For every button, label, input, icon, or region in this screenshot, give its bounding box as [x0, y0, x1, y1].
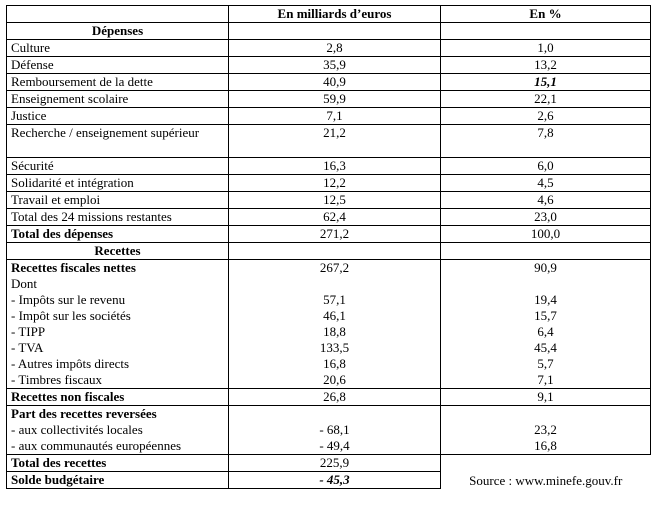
- row-label: Défense: [7, 57, 229, 74]
- table-row: [7, 125, 651, 158]
- budget-table: [6, 5, 651, 489]
- row-pct: 13,2: [441, 57, 651, 74]
- table-row: [7, 308, 651, 324]
- recettes-fiscales-row: [7, 260, 651, 277]
- row-pct: 7,1: [441, 372, 651, 389]
- row-label: Recherche / enseignement supérieur: [7, 125, 229, 158]
- table-row: [7, 356, 651, 372]
- empty-cell: [441, 23, 651, 40]
- row-eur: 16,8: [229, 356, 441, 372]
- dont-label: Dont: [7, 276, 229, 292]
- row-pct: 4,5: [441, 175, 651, 192]
- table-row: [7, 340, 651, 356]
- row-eur: 21,2: [229, 125, 441, 158]
- row-label: - aux collectivités locales: [7, 422, 229, 438]
- empty-cell: [441, 276, 651, 292]
- table-row: [7, 57, 651, 74]
- row-eur: 7,1: [229, 108, 441, 125]
- row-pct: 45,4: [441, 340, 651, 356]
- table-row: [7, 192, 651, 209]
- row-eur: 16,3: [229, 158, 441, 175]
- row-eur: 20,6: [229, 372, 441, 389]
- row-eur: 57,1: [229, 292, 441, 308]
- row-pct: 5,7: [441, 356, 651, 372]
- table-row: [7, 324, 651, 340]
- total-depenses-pct: 100,0: [441, 226, 651, 243]
- row-label: - aux communautés européennes: [7, 438, 229, 455]
- row-eur: 46,1: [229, 308, 441, 324]
- recettes-fiscales-label: Recettes fiscales nettes: [7, 260, 229, 277]
- row-eur: 40,9: [229, 74, 441, 91]
- row-label: - Impôts sur le revenu: [7, 292, 229, 308]
- row-eur: 59,9: [229, 91, 441, 108]
- row-label: Enseignement scolaire: [7, 91, 229, 108]
- table-row: [7, 175, 651, 192]
- solde-label: Solde budgétaire: [7, 472, 229, 489]
- table-row: [7, 438, 651, 455]
- table-row: [7, 209, 651, 226]
- row-pct: 6,0: [441, 158, 651, 175]
- header-row: [7, 6, 651, 23]
- row-pct: 4,6: [441, 192, 651, 209]
- solde-eur: - 45,3: [229, 472, 441, 489]
- recettes-fiscales-eur: 267,2: [229, 260, 441, 277]
- table-row: [7, 158, 651, 175]
- empty-cell: [229, 406, 441, 423]
- section-depenses-title: Dépenses: [7, 23, 229, 40]
- row-pct: 2,6: [441, 108, 651, 125]
- section-recettes-title: Recettes: [7, 243, 229, 260]
- recettes-non-fiscales-pct: 9,1: [441, 389, 651, 406]
- section-recettes-row: [7, 243, 651, 260]
- row-label: Remboursement de la dette: [7, 74, 229, 91]
- reversees-row: [7, 406, 651, 423]
- table-row: [7, 74, 651, 91]
- source-note: Source : www.minefe.gouv.fr: [469, 472, 623, 488]
- row-label: Culture: [7, 40, 229, 57]
- row-pct: 1,0: [441, 40, 651, 57]
- row-eur: - 68,1: [229, 422, 441, 438]
- row-pct-highlight: 15,1: [441, 74, 651, 91]
- table-row: [7, 292, 651, 308]
- row-eur: - 49,4: [229, 438, 441, 455]
- row-pct: 23,2: [441, 422, 651, 438]
- row-label: Sécurité: [7, 158, 229, 175]
- row-eur: 12,5: [229, 192, 441, 209]
- row-eur: 35,9: [229, 57, 441, 74]
- row-eur: 2,8: [229, 40, 441, 57]
- total-recettes-row: [7, 455, 651, 472]
- row-label: Travail et emploi: [7, 192, 229, 209]
- row-label: - TVA: [7, 340, 229, 356]
- row-eur: 12,2: [229, 175, 441, 192]
- header-label-cell: [7, 6, 229, 23]
- row-label: - TIPP: [7, 324, 229, 340]
- recettes-fiscales-pct: 90,9: [441, 260, 651, 277]
- section-depenses-row: [7, 23, 651, 40]
- table-row: [7, 372, 651, 389]
- row-label: - Timbres fiscaux: [7, 372, 229, 389]
- recettes-non-fiscales-row: [7, 389, 651, 406]
- table-row: [7, 422, 651, 438]
- table-row: [7, 108, 651, 125]
- reversees-label: Part des recettes reversées: [7, 406, 229, 423]
- row-label: Justice: [7, 108, 229, 125]
- empty-cell: [441, 243, 651, 260]
- empty-cell: [229, 23, 441, 40]
- table-row: [7, 91, 651, 108]
- empty-cell: [229, 243, 441, 260]
- row-pct: 22,1: [441, 91, 651, 108]
- header-pct: En %: [441, 6, 651, 23]
- row-pct: 23,0: [441, 209, 651, 226]
- row-pct: 7,8: [441, 125, 651, 158]
- row-label: Solidarité et intégration: [7, 175, 229, 192]
- row-label: - Autres impôts directs: [7, 356, 229, 372]
- row-pct: 19,4: [441, 292, 651, 308]
- row-pct: 16,8: [441, 438, 651, 455]
- total-recettes-eur: 225,9: [229, 455, 441, 472]
- row-pct: 15,7: [441, 308, 651, 324]
- total-depenses-row: [7, 226, 651, 243]
- header-eur: En milliards d’euros: [229, 6, 441, 23]
- total-depenses-eur: 271,2: [229, 226, 441, 243]
- dont-row: [7, 276, 651, 292]
- empty-cell: [229, 276, 441, 292]
- row-eur: 133,5: [229, 340, 441, 356]
- row-eur: 62,4: [229, 209, 441, 226]
- table-row: [7, 40, 651, 57]
- row-eur: 18,8: [229, 324, 441, 340]
- empty-cell: [441, 406, 651, 423]
- row-label: - Impôt sur les sociétés: [7, 308, 229, 324]
- recettes-non-fiscales-label: Recettes non fiscales: [7, 389, 229, 406]
- row-pct: 6,4: [441, 324, 651, 340]
- total-depenses-label: Total des dépenses: [7, 226, 229, 243]
- row-label: Total des 24 missions restantes: [7, 209, 229, 226]
- recettes-non-fiscales-eur: 26,8: [229, 389, 441, 406]
- total-recettes-label: Total des recettes: [7, 455, 229, 472]
